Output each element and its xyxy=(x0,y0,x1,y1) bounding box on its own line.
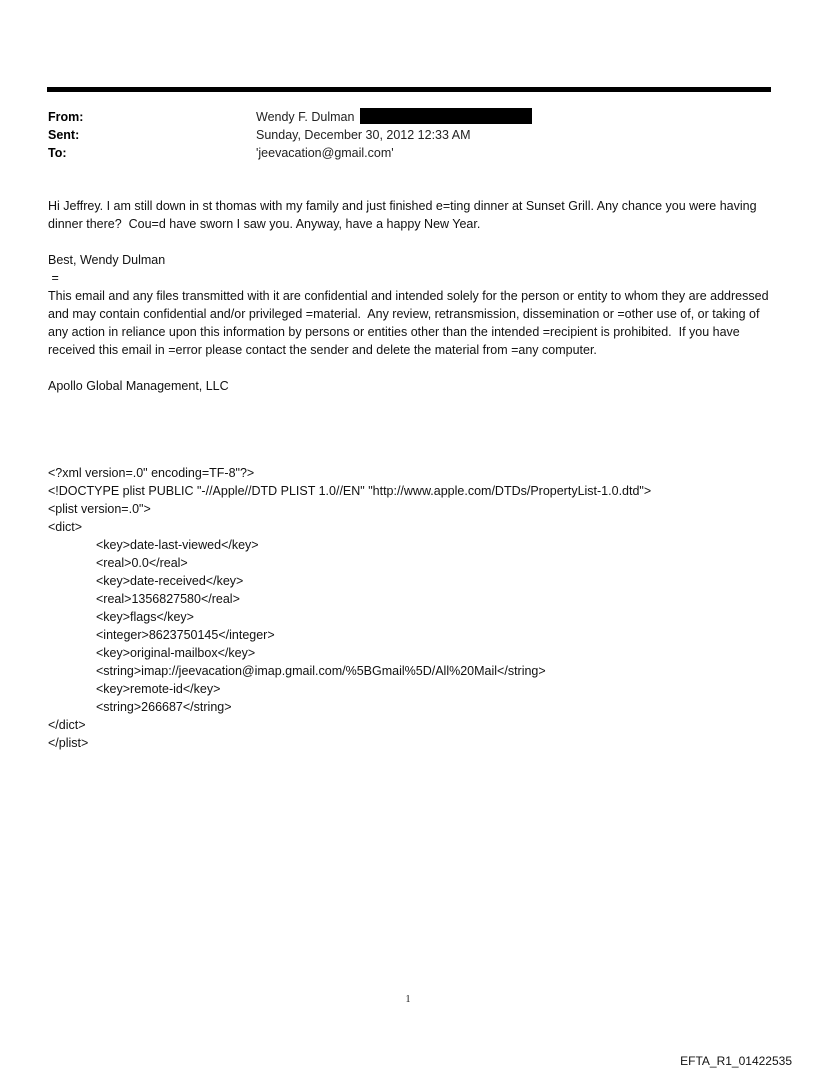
to-label: To: xyxy=(48,146,67,160)
sent-row xyxy=(48,126,768,144)
plist-line: <key>date-last-viewed</key> xyxy=(96,538,259,552)
page-number: 1 xyxy=(405,994,411,1005)
from-label: From: xyxy=(48,110,84,124)
sent-value: Sunday, December 30, 2012 12:33 AM xyxy=(256,128,471,142)
redaction-box xyxy=(360,108,532,124)
sent-label: Sent: xyxy=(48,128,80,142)
from-value xyxy=(256,108,532,126)
plist-line: <real>0.0</real> xyxy=(96,556,188,570)
plist-block xyxy=(48,464,770,752)
plist-line: <key>original-mailbox</key> xyxy=(96,646,256,660)
signoff: Best, Wendy Dulman xyxy=(48,253,166,267)
equals-line: = xyxy=(48,271,59,285)
plist-line: <key>remote-id</key> xyxy=(96,682,221,696)
plist-line: </plist> xyxy=(48,736,89,750)
plist-line: <real>1356827580</real> xyxy=(96,592,240,606)
plist-line: <?xml version=.0" encoding=TF-8"?> xyxy=(48,466,255,480)
to-value: 'jeevacation@gmail.com' xyxy=(256,146,394,160)
plist-line: <integer>8623750145</integer> xyxy=(96,628,275,642)
document-id: EFTA_R1_01422535 xyxy=(680,1054,792,1068)
message-paragraph: Hi Jeffrey. I am still down in st thomas with my family and just finished e=ting dinner at Sunset Grill. Any chance you were having dinner there? Cou=d have sworn I saw you. Anyway, have a happy New Year. xyxy=(48,199,761,231)
plist-line: <key>date-received</key> xyxy=(96,574,244,588)
from-name: Wendy F. Dulman xyxy=(256,110,355,124)
from-row xyxy=(48,108,768,126)
disclaimer: This email and any files transmitted with it are confidential and intended solely for the person or entity to whom they are addressed and may contain confidential and/or privileged =material. Any review, retransmission, dissemination or =other use of, or taking of any action in reliance upon this information by persons or entities other than the intended =recipient is prohibited. If you have received this email in =error please contact the sender and delete the material from =any computer. xyxy=(48,289,773,357)
plist-line: <!DOCTYPE plist PUBLIC "-//Apple//DTD PLIST 1.0//EN" "http://www.apple.com/DTDs/PropertyList-1.0.dtd"> xyxy=(48,484,652,498)
header-rule xyxy=(47,87,771,92)
company-name: Apollo Global Management, LLC xyxy=(48,379,229,393)
plist-line: <string>266687</string> xyxy=(96,700,232,714)
plist-line: <string>imap://jeevacation@imap.gmail.com/%5BGmail%5D/All%20Mail</string> xyxy=(96,664,546,678)
plist-line: <dict> xyxy=(48,520,83,534)
email-header xyxy=(48,108,768,162)
plist-line: <key>flags</key> xyxy=(96,610,194,624)
plist-line: </dict> xyxy=(48,718,86,732)
to-row xyxy=(48,144,768,162)
email-body xyxy=(48,197,773,395)
plist-line: <plist version=.0"> xyxy=(48,502,151,516)
